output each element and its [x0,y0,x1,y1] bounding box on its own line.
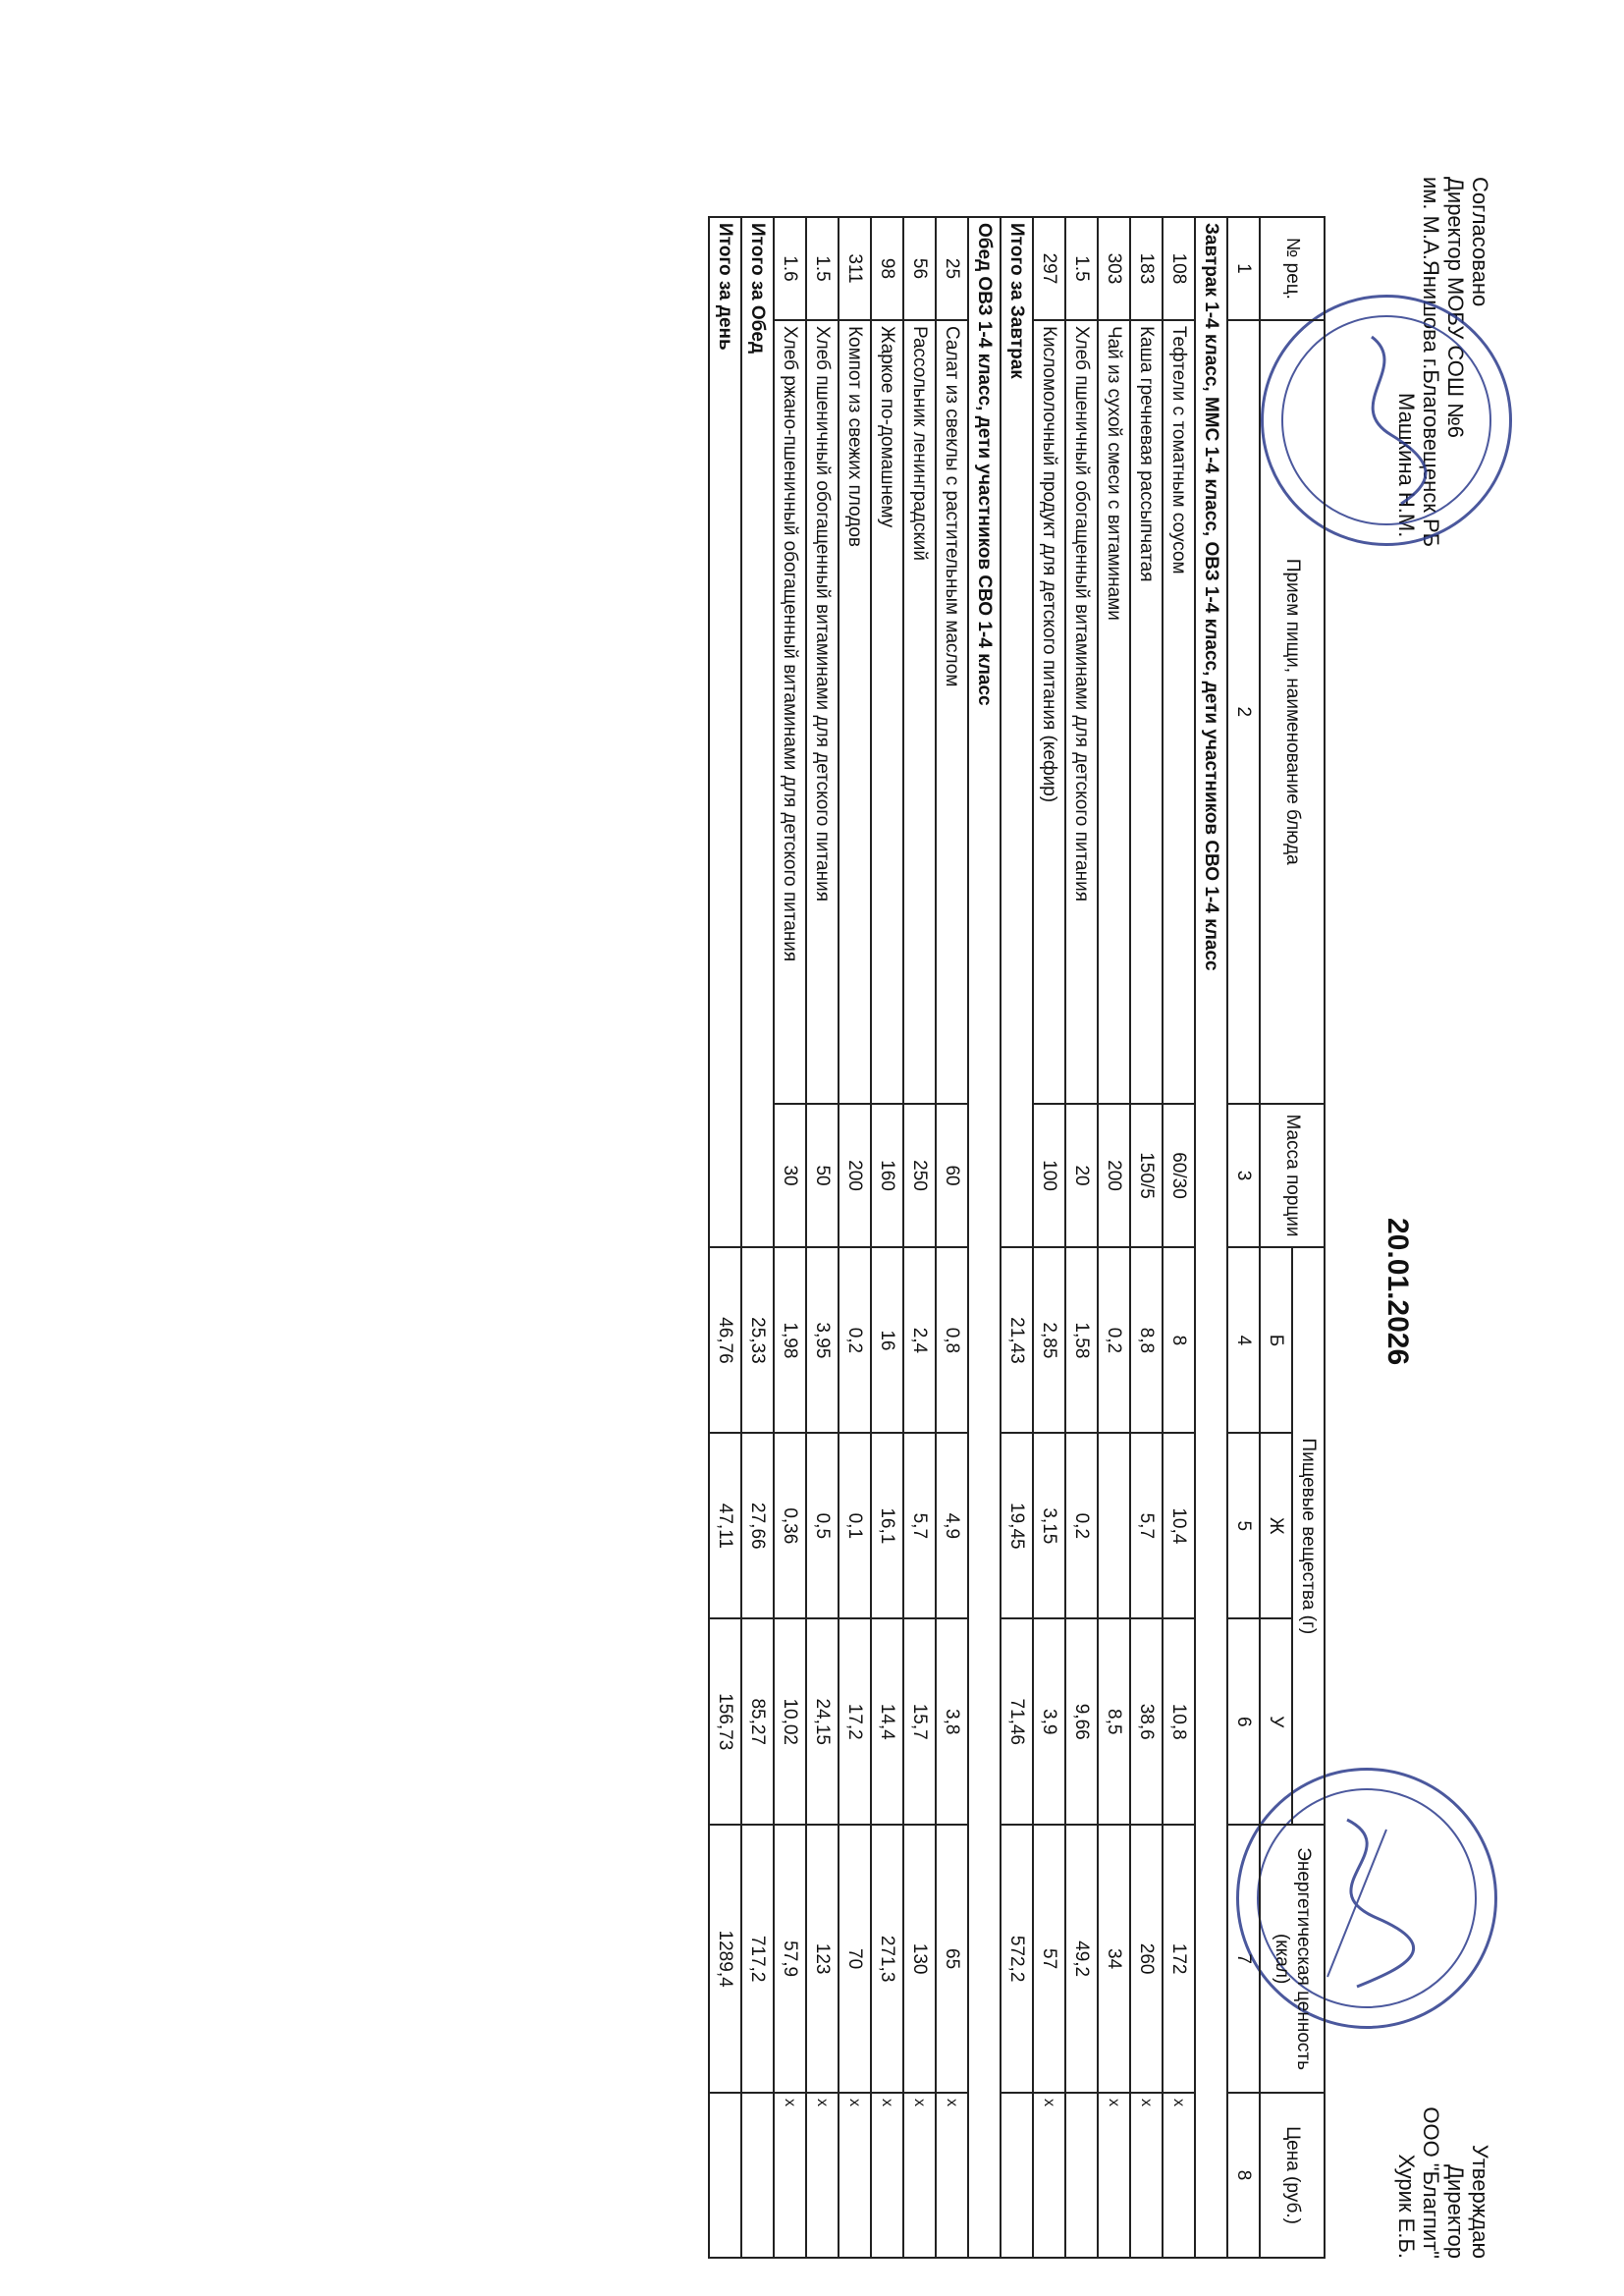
dish-name: Каша гречневая рассыпчатая [1130,320,1163,1104]
carb-value: 15,7 [903,1618,936,1825]
section-breakfast-row [1195,217,1227,2258]
rotated-menu-sheet [363,177,1492,2269]
dish-name: Хлеб пшеничный обогащенный витаминами для детского питания [806,320,839,1104]
table-row [1163,217,1195,2258]
total-day-kcal: 1289,4 [709,1825,741,2093]
price-mark: x [936,2093,968,2258]
portion-mass: 250 [903,1104,936,1248]
header-mass: Масса порции [1260,1104,1325,1248]
total-lunch-row [741,217,774,2258]
dish-name: Хлеб пшеничный обогащенный витаминами для детского питания [1065,320,1098,1104]
portion-mass: 60/30 [1163,1104,1195,1248]
price-mark [1065,2093,1098,2258]
total-lunch-u: 85,27 [741,1618,774,1825]
carb-value: 8,5 [1098,1618,1130,1825]
approved-line1: Директор [1443,2164,1468,2259]
recipe-number: 1.6 [774,217,806,320]
total-lunch-b: 25,33 [741,1247,774,1433]
fat-value: 0,1 [839,1433,871,1618]
header-energy: Энергетическая ценность (ккал) [1260,1825,1325,2093]
total-lunch-price [741,2093,774,2258]
approved-line2: ООО "Благпит" [1419,2106,1443,2259]
table-row [1065,217,1098,2258]
fat-value: 0,36 [774,1433,806,1618]
fat-value: 5,7 [903,1433,936,1618]
total-lunch-kcal: 717,2 [741,1825,774,2093]
recipe-number: 1.5 [806,217,839,320]
energy-value: 172 [1163,1825,1195,2093]
col-number: 8 [1227,2093,1260,2258]
agreed-title: Согласовано [1468,177,1492,307]
agreed-line2: им. М.А.Янишова г.Благовещенск РБ [1419,177,1443,548]
energy-value: 57,9 [774,1825,806,2093]
carb-value: 38,6 [1130,1618,1163,1825]
energy-value: 130 [903,1825,936,2093]
price-mark: x [839,2093,871,2258]
energy-value: 123 [806,1825,839,2093]
total-breakfast-u: 71,46 [1001,1618,1033,1825]
price-mark: x [871,2093,903,2258]
agreed-line3: Машкина Н.М. [1394,393,1419,538]
price-mark: x [903,2093,936,2258]
protein-value: 0,2 [1098,1247,1130,1433]
recipe-number: 98 [871,217,903,320]
table-row [806,217,839,2258]
header-price: Цена (руб.) [1260,2093,1325,2258]
protein-value: 1,58 [1065,1247,1098,1433]
energy-value: 271,3 [871,1825,903,2093]
energy-value: 260 [1130,1825,1163,2093]
dish-name: Чай из сухой смеси с витаминами [1098,320,1130,1104]
total-lunch-zh: 27,66 [741,1433,774,1618]
recipe-number: 311 [839,217,871,320]
total-breakfast-row [1001,217,1033,2258]
header-zh: Ж [1260,1433,1292,1618]
fat-value: 0,2 [1065,1433,1098,1618]
total-breakfast-zh: 19,45 [1001,1433,1033,1618]
protein-value: 8,8 [1130,1247,1163,1433]
portion-mass: 100 [1033,1104,1065,1248]
dish-name: Компот из свежих плодов [839,320,871,1104]
col-number: 4 [1227,1247,1260,1433]
approved-title: Утверждаю [1468,2144,1492,2259]
dish-name: Рассольник ленинградский [903,320,936,1104]
fat-value: 5,7 [1130,1433,1163,1618]
total-day-u: 156,73 [709,1618,741,1825]
fat-value: 10,4 [1163,1433,1195,1618]
header-b: Б [1260,1247,1292,1433]
recipe-number: 183 [1130,217,1163,320]
recipe-number: 56 [903,217,936,320]
dish-name: Салат из свеклы с растительным маслом [936,320,968,1104]
carb-value: 24,15 [806,1618,839,1825]
carb-value: 10,8 [1163,1618,1195,1825]
carb-value: 17,2 [839,1618,871,1825]
energy-value: 57 [1033,1825,1065,2093]
col-number: 1 [1227,217,1260,320]
portion-mass: 60 [936,1104,968,1248]
protein-value: 1,98 [774,1247,806,1433]
total-breakfast-b: 21,43 [1001,1247,1033,1433]
col-number: 2 [1227,320,1260,1104]
recipe-number: 1.5 [1065,217,1098,320]
recipe-number: 25 [936,217,968,320]
recipe-number: 108 [1163,217,1195,320]
dish-name: Кисломолочный продукт для детского питания (кефир) [1033,320,1065,1104]
total-day-price [709,2093,741,2258]
dish-name: Тефтели с томатным соусом [1163,320,1195,1104]
dish-name: Жаркое по-домашнему [871,320,903,1104]
price-mark: x [1163,2093,1195,2258]
col-number: 7 [1227,1825,1260,2093]
fat-value: 4,9 [936,1433,968,1618]
header-u: У [1260,1618,1292,1825]
total-day-label: Итого за день [709,217,741,1247]
breakfast-rows [1033,217,1195,2258]
total-breakfast-price [1001,2093,1033,2258]
carb-value: 14,4 [871,1618,903,1825]
protein-value: 3,95 [806,1247,839,1433]
recipe-number: 297 [1033,217,1065,320]
col-number: 3 [1227,1104,1260,1248]
col-number: 6 [1227,1618,1260,1825]
section-lunch-title: Обед ОВЗ 1-4 класс, дети участников СВО 1-4 класс [968,217,1001,2258]
menu-table [708,216,1326,2259]
recipe-number: 303 [1098,217,1130,320]
portion-mass: 160 [871,1104,903,1248]
protein-value: 0,8 [936,1247,968,1433]
carb-value: 9,66 [1065,1618,1098,1825]
portion-mass: 50 [806,1104,839,1248]
price-mark: x [774,2093,806,2258]
portion-mass: 200 [839,1104,871,1248]
approved-line3: Хурик Е.Б. [1394,2154,1419,2259]
portion-mass: 200 [1098,1104,1130,1248]
total-day-row [709,217,741,2258]
price-mark: x [1033,2093,1065,2258]
dish-name: Хлеб ржано-пшеничный обогащенный витаминами для детского питания [774,320,806,1104]
table-row [774,217,806,2258]
table-row [839,217,871,2258]
carb-value: 3,9 [1033,1618,1065,1825]
column-number-row [1227,217,1260,2258]
fat-value: 0,5 [806,1433,839,1618]
table-row [1033,217,1065,2258]
protein-value: 2,4 [903,1247,936,1433]
table-row [871,217,903,2258]
carb-value: 3,8 [936,1618,968,1825]
protein-value: 16 [871,1247,903,1433]
col-number: 5 [1227,1433,1260,1618]
total-breakfast-kcal: 572,2 [1001,1825,1033,2093]
price-mark: x [806,2093,839,2258]
price-mark: x [1130,2093,1163,2258]
total-day-b: 46,76 [709,1247,741,1433]
energy-value: 34 [1098,1825,1130,2093]
portion-mass: 30 [774,1104,806,1248]
header-name: Прием пищи, наименование блюда [1260,320,1325,1104]
energy-value: 49,2 [1065,1825,1098,2093]
total-breakfast-label: Итого за Завтрак [1001,217,1033,1247]
fat-value [1098,1433,1130,1618]
table-row [903,217,936,2258]
lunch-rows [774,217,968,2258]
protein-value: 0,2 [839,1247,871,1433]
energy-value: 65 [936,1825,968,2093]
protein-value: 8 [1163,1247,1195,1433]
header-row-1 [1292,217,1325,2258]
section-breakfast-title: Завтрак 1-4 класс, ММС 1-4 класс, ОВЗ 1-4 класс, дети участников СВО 1-4 класс [1195,217,1227,2258]
header-num: № рец. [1260,217,1325,320]
menu-date: 20.01.2026 [1381,1218,1414,1366]
protein-value: 2,85 [1033,1247,1065,1433]
fat-value: 16,1 [871,1433,903,1618]
total-lunch-label: Итого за Обед [741,217,774,1247]
portion-mass: 150/5 [1130,1104,1163,1248]
header-nutrients: Пищевые вещества (г) [1292,1247,1325,1825]
price-mark: x [1098,2093,1130,2258]
portion-mass: 20 [1065,1104,1098,1248]
table-row [1098,217,1130,2258]
fat-value: 3,15 [1033,1433,1065,1618]
section-lunch-row [968,217,1001,2258]
agreed-line1: Директор МОБУ СОШ №6 [1443,177,1468,439]
carb-value: 10,02 [774,1618,806,1825]
table-row [936,217,968,2258]
table-row [1130,217,1163,2258]
energy-value: 70 [839,1825,871,2093]
total-day-zh: 47,11 [709,1433,741,1618]
